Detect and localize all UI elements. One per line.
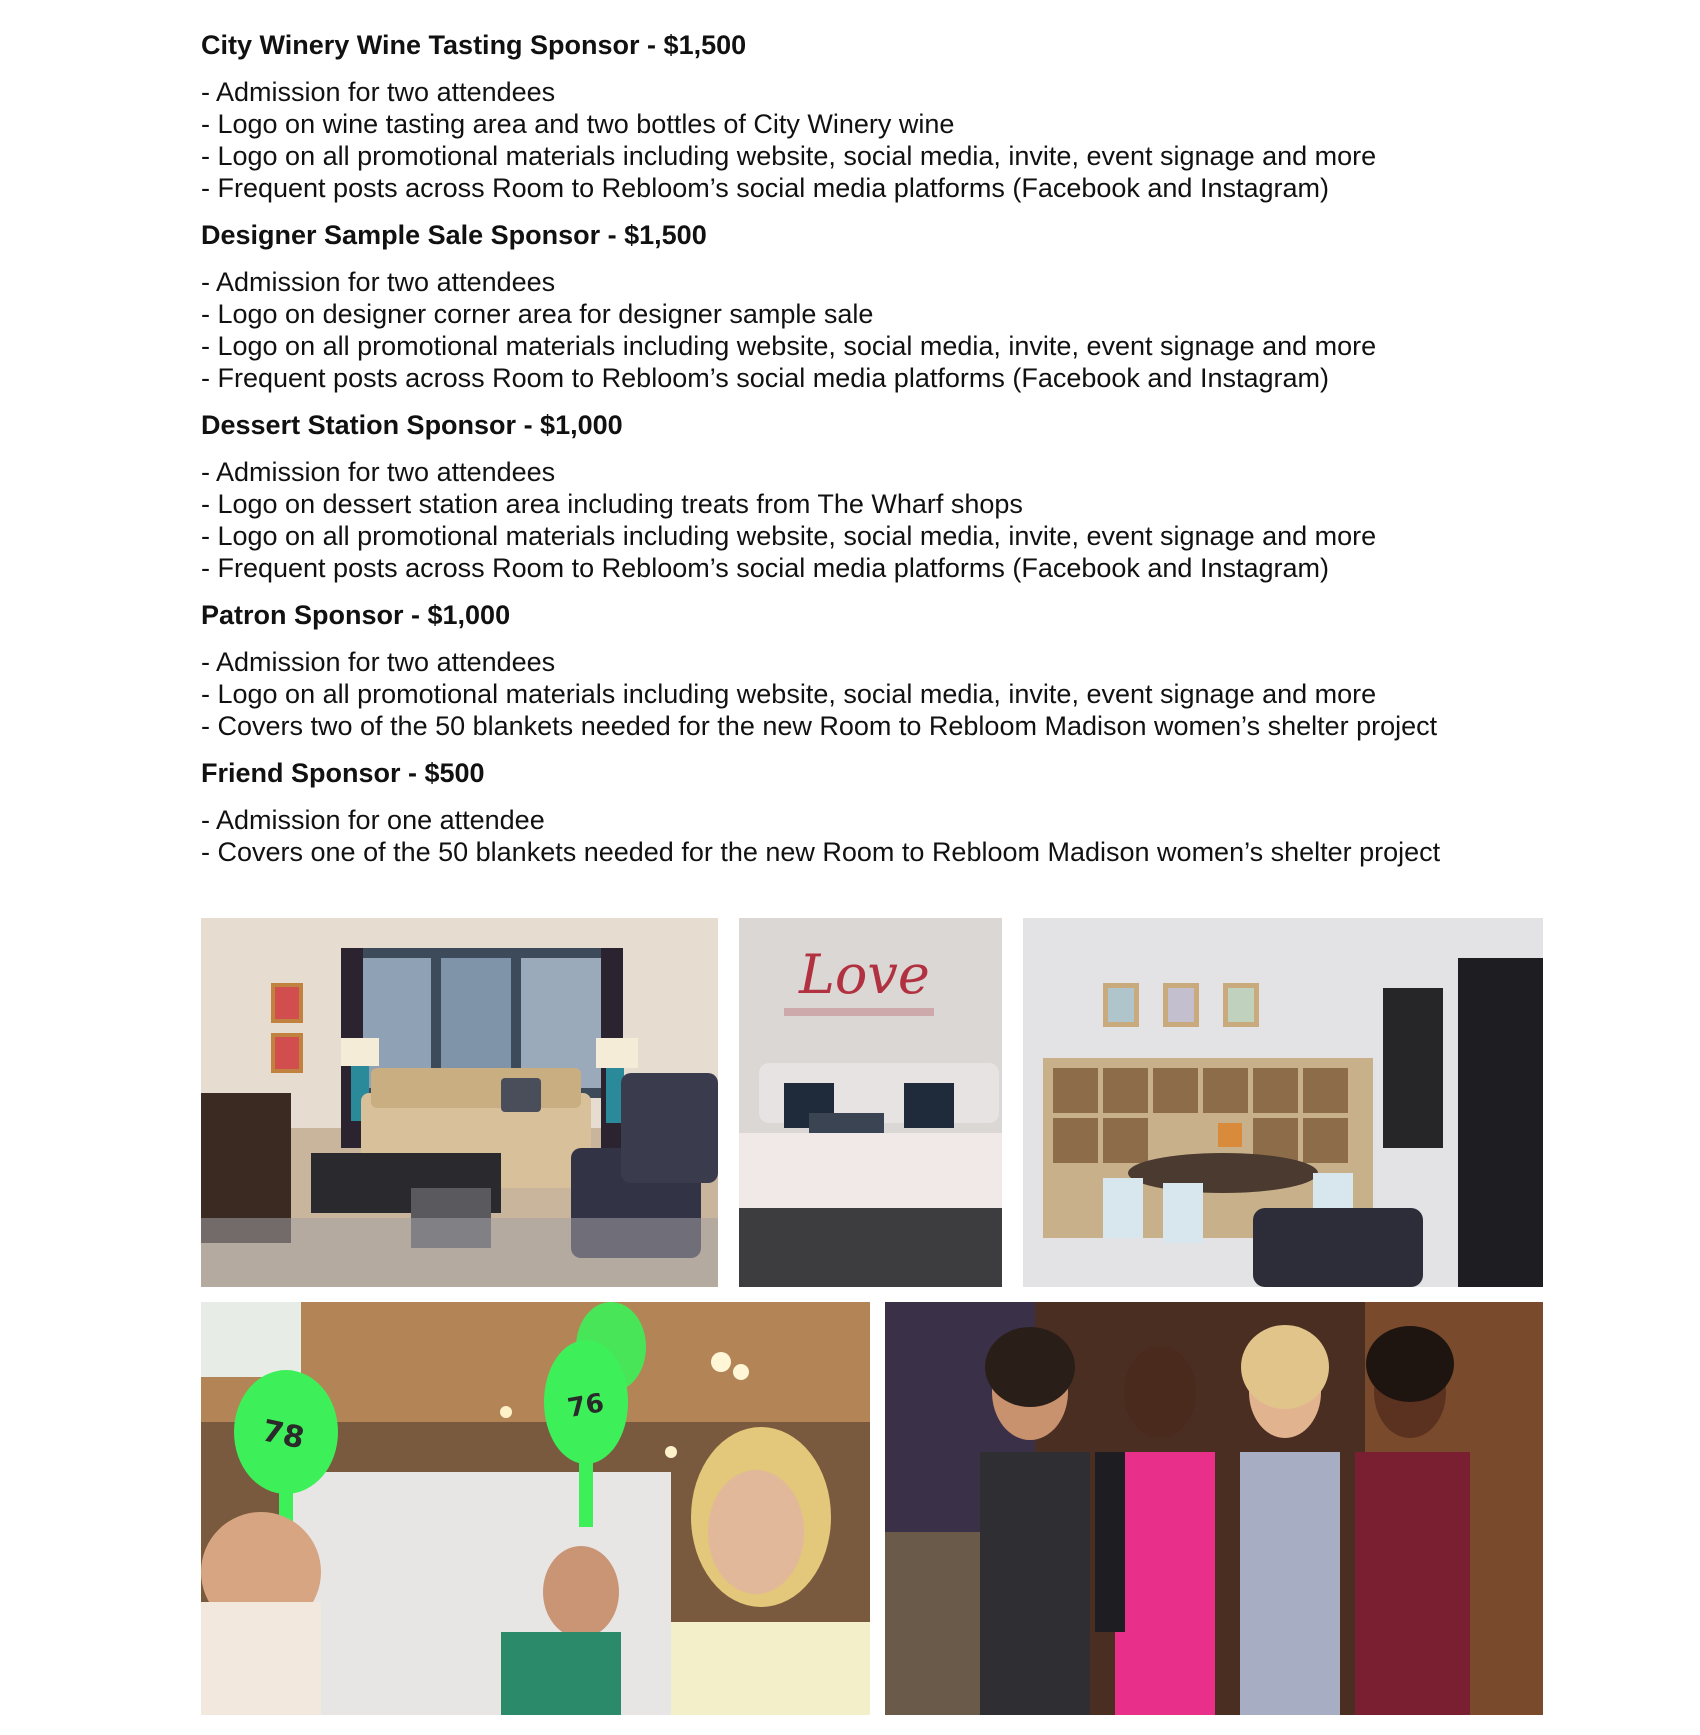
tier-designer-sample-sale	[201, 218, 1551, 394]
tier-benefit: - Admission for two attendees	[201, 77, 556, 107]
tier-benefit: - Logo on wine tasting area and two bottles of City Winery wine	[201, 109, 955, 139]
tier-benefit: - Admission for two attendees	[201, 647, 556, 677]
bedroom-wall-word: Love	[799, 943, 930, 1006]
tier-friend	[201, 756, 1551, 868]
tier-benefit: - Logo on all promotional materials including website, social media, invite, event signage and more	[201, 331, 1377, 361]
tier-benefit: - Logo on all promotional materials including website, social media, invite, event signage and more	[201, 521, 1377, 551]
auction-paddles-photo	[201, 1302, 870, 1715]
tier-benefit: - Frequent posts across Room to Rebloom’s social media platforms (Facebook and Instagram)	[201, 173, 1329, 203]
tier-benefit: - Frequent posts across Room to Rebloom’s social media platforms (Facebook and Instagram)	[201, 553, 1329, 583]
tier-benefit: - Logo on all promotional materials including website, social media, invite, event signage and more	[201, 141, 1377, 171]
tier-benefit: - Frequent posts across Room to Rebloom’s social media platforms (Facebook and Instagram)	[201, 363, 1329, 393]
tier-benefit: - Logo on designer corner area for designer sample sale	[201, 299, 874, 329]
tier-benefit: - Covers one of the 50 blankets needed for the new Room to Rebloom Madison women’s shelter project	[201, 837, 1441, 867]
tier-benefit: - Admission for two attendees	[201, 457, 556, 487]
tier-benefit: - Covers two of the 50 blankets needed for the new Room to Rebloom Madison women’s shelter project	[201, 711, 1438, 741]
group-photo	[885, 1302, 1543, 1715]
tier-benefit: - Admission for one attendee	[201, 805, 545, 835]
living-room-photo	[201, 918, 718, 1287]
tier-title: Dessert Station Sponsor - $1,000	[201, 410, 623, 440]
tier-benefit: - Logo on dessert station area including treats from The Wharf shops	[201, 489, 1023, 519]
sponsorship-levels	[201, 28, 1551, 882]
tier-title: City Winery Wine Tasting Sponsor - $1,500	[201, 30, 747, 60]
tier-title: Patron Sponsor - $1,000	[201, 600, 511, 630]
paddle-number: 76	[565, 1388, 607, 1425]
tier-title: Designer Sample Sale Sponsor - $1,500	[201, 220, 707, 250]
tier-benefit: - Logo on all promotional materials including website, social media, invite, event signage and more	[201, 679, 1377, 709]
dining-room-photo	[1023, 918, 1543, 1287]
tier-city-winery	[201, 28, 1551, 204]
tier-title: Friend Sponsor - $500	[201, 758, 485, 788]
tier-benefit: - Admission for two attendees	[201, 267, 556, 297]
tier-dessert-station	[201, 408, 1551, 584]
bedroom-photo	[739, 918, 1002, 1287]
tier-patron	[201, 598, 1551, 742]
paddle-number: 78	[259, 1413, 308, 1457]
